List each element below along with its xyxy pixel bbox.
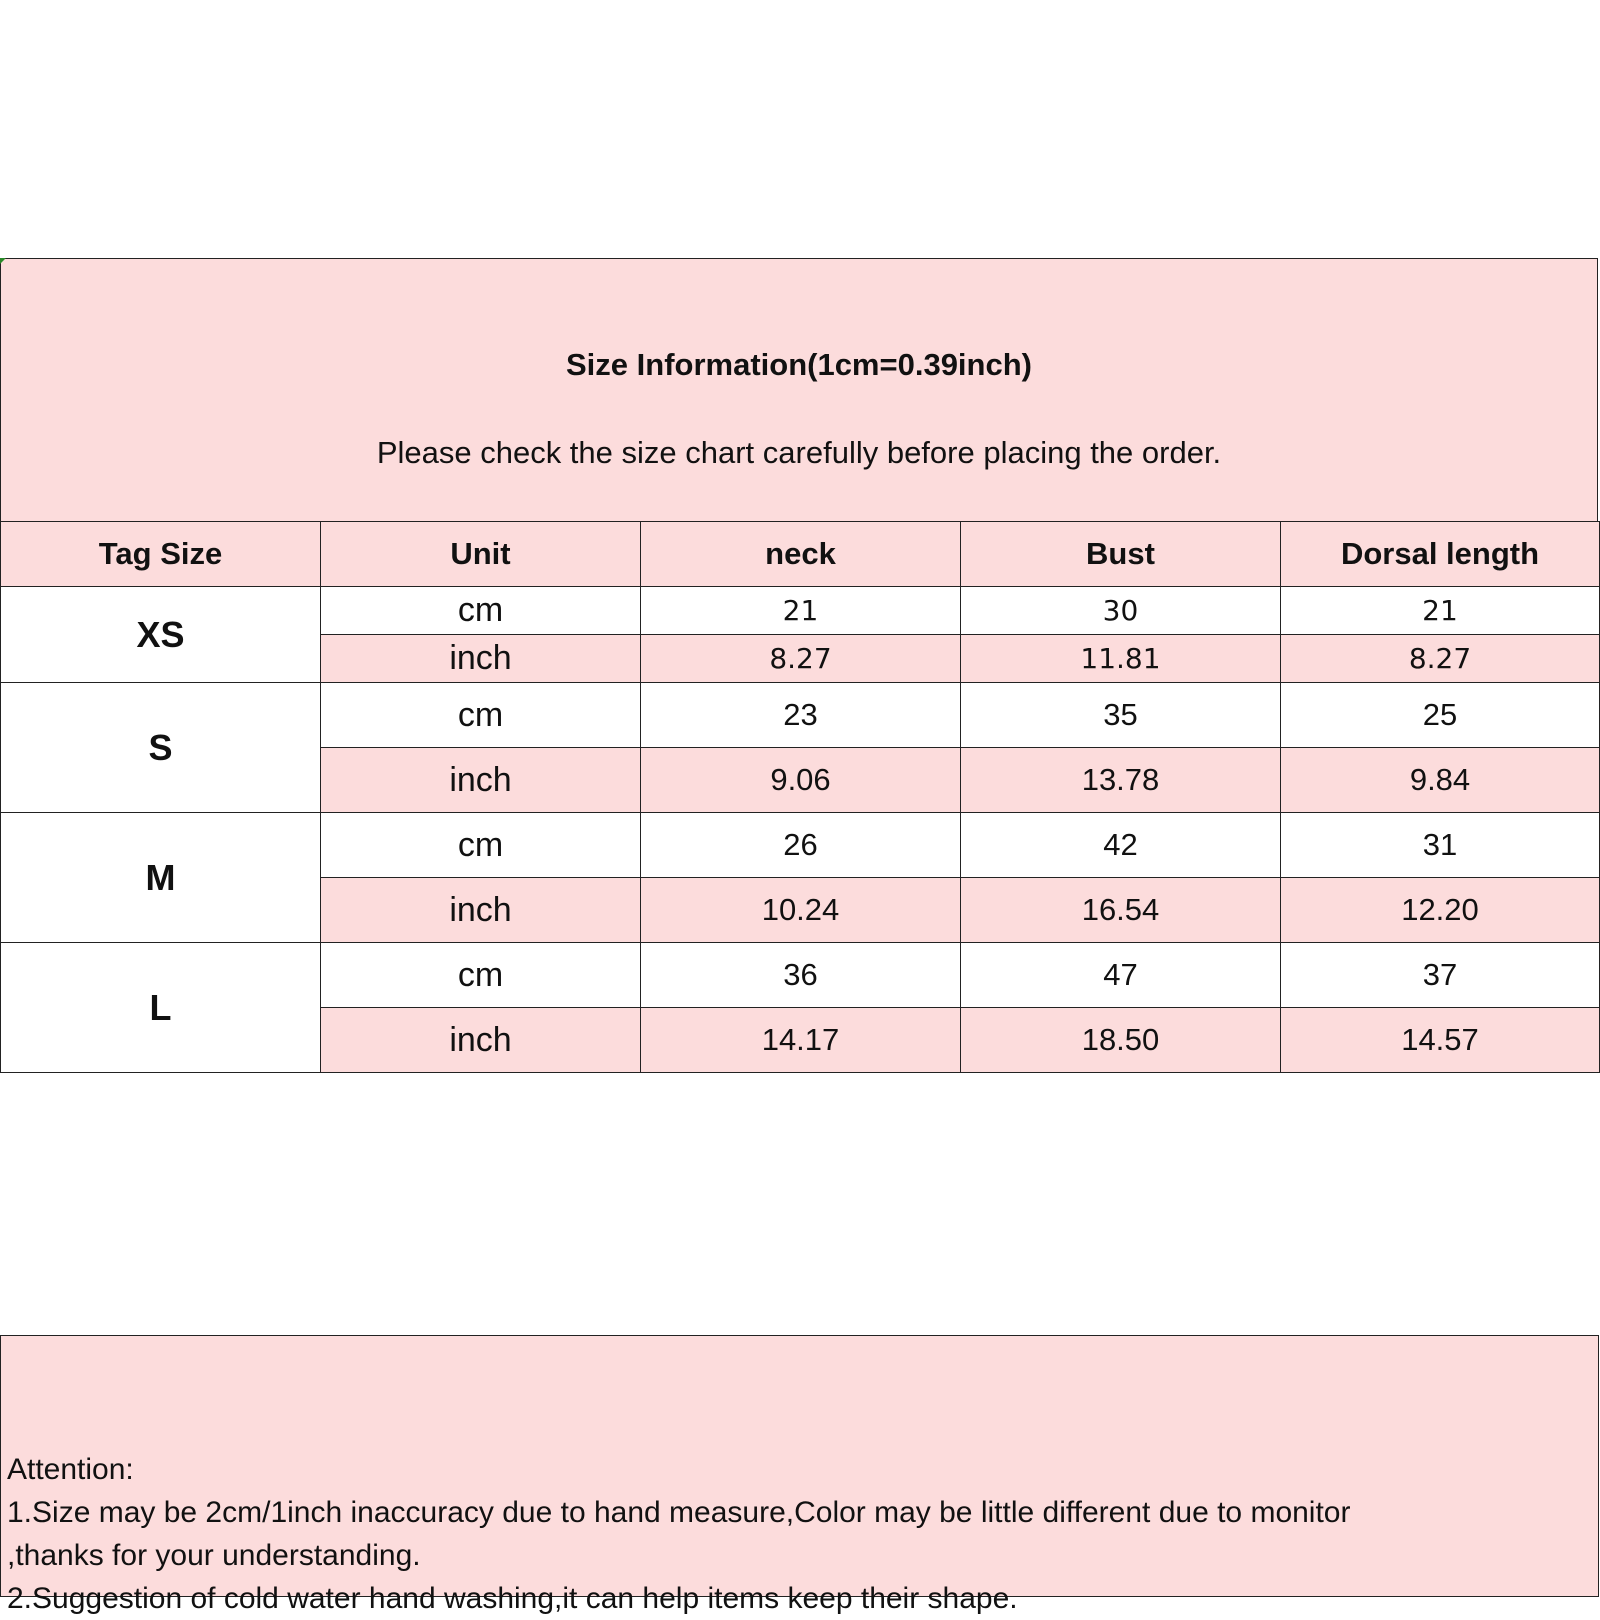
dorsal-length-cell: 25 xyxy=(1281,683,1600,748)
bust-cell: 35 xyxy=(961,683,1281,748)
neck-cell: 9.06 xyxy=(641,748,961,813)
table-row xyxy=(1,813,1600,878)
attention-notes xyxy=(7,1448,1350,1620)
attention-line-3: 2.Suggestion of cold water hand washing,it can help items keep their shape. xyxy=(7,1582,1018,1615)
col-header-neck: neck xyxy=(641,522,961,587)
chart-subtitle: Please check the size chart carefully before placing the order. xyxy=(376,435,1222,470)
dorsal-length-cell: 31 xyxy=(1281,813,1600,878)
unit-cell: inch xyxy=(321,748,641,813)
dorsal-length-cell: 37 xyxy=(1281,943,1600,1008)
tag-size-cell: XS xyxy=(1,587,321,683)
table-row xyxy=(1,587,1600,635)
tag-size-cell: L xyxy=(1,943,321,1073)
bust-cell: 30 xyxy=(961,587,1281,635)
dorsal-length-cell: 8.27 xyxy=(1281,635,1600,683)
cell-corner-marker xyxy=(0,258,6,264)
col-header-dorsal-length: Dorsal length xyxy=(1281,522,1600,587)
size-chart-sheet xyxy=(0,258,1599,1615)
bust-cell: 47 xyxy=(961,943,1281,1008)
tag-size-cell: S xyxy=(1,683,321,813)
col-header-tag-size: Tag Size xyxy=(1,522,321,587)
neck-cell: 21 xyxy=(641,587,961,635)
table-header-row xyxy=(1,522,1600,587)
bust-cell: 18.50 xyxy=(961,1008,1281,1073)
dorsal-length-cell: 12.20 xyxy=(1281,878,1600,943)
neck-cell: 14.17 xyxy=(641,1008,961,1073)
unit-cell: inch xyxy=(321,1008,641,1073)
attention-line-2: ,thanks for your understanding. xyxy=(7,1539,421,1572)
attention-block xyxy=(0,1335,1599,1615)
unit-cell: cm xyxy=(321,683,641,748)
header-block xyxy=(0,258,1598,522)
attention-line-1: 1.Size may be 2cm/1inch inaccuracy due to hand measure,Color may be little different due to monitor xyxy=(7,1496,1351,1529)
neck-cell: 23 xyxy=(641,683,961,748)
neck-cell: 10.24 xyxy=(641,878,961,943)
bust-cell: 16.54 xyxy=(961,878,1281,943)
unit-cell: inch xyxy=(321,635,641,683)
dorsal-length-cell: 21 xyxy=(1281,587,1600,635)
neck-cell: 8.27 xyxy=(641,635,961,683)
chart-title: Size Information(1cm=0.39inch) xyxy=(566,347,1032,382)
bust-cell: 13.78 xyxy=(961,748,1281,813)
table-row xyxy=(1,943,1600,1008)
unit-cell: cm xyxy=(321,943,641,1008)
dorsal-length-cell: 14.57 xyxy=(1281,1008,1600,1073)
unit-cell: cm xyxy=(321,813,641,878)
table-row xyxy=(1,683,1600,748)
col-header-bust: Bust xyxy=(961,522,1281,587)
col-header-unit: Unit xyxy=(321,522,641,587)
bust-cell: 42 xyxy=(961,813,1281,878)
tag-size-cell: M xyxy=(1,813,321,943)
dorsal-length-cell: 9.84 xyxy=(1281,748,1600,813)
size-table xyxy=(0,521,1600,1073)
unit-cell: inch xyxy=(321,878,641,943)
bust-cell: 11.81 xyxy=(961,635,1281,683)
attention-heading: Attention: xyxy=(7,1453,134,1486)
unit-cell: cm xyxy=(321,587,641,635)
neck-cell: 36 xyxy=(641,943,961,1008)
neck-cell: 26 xyxy=(641,813,961,878)
